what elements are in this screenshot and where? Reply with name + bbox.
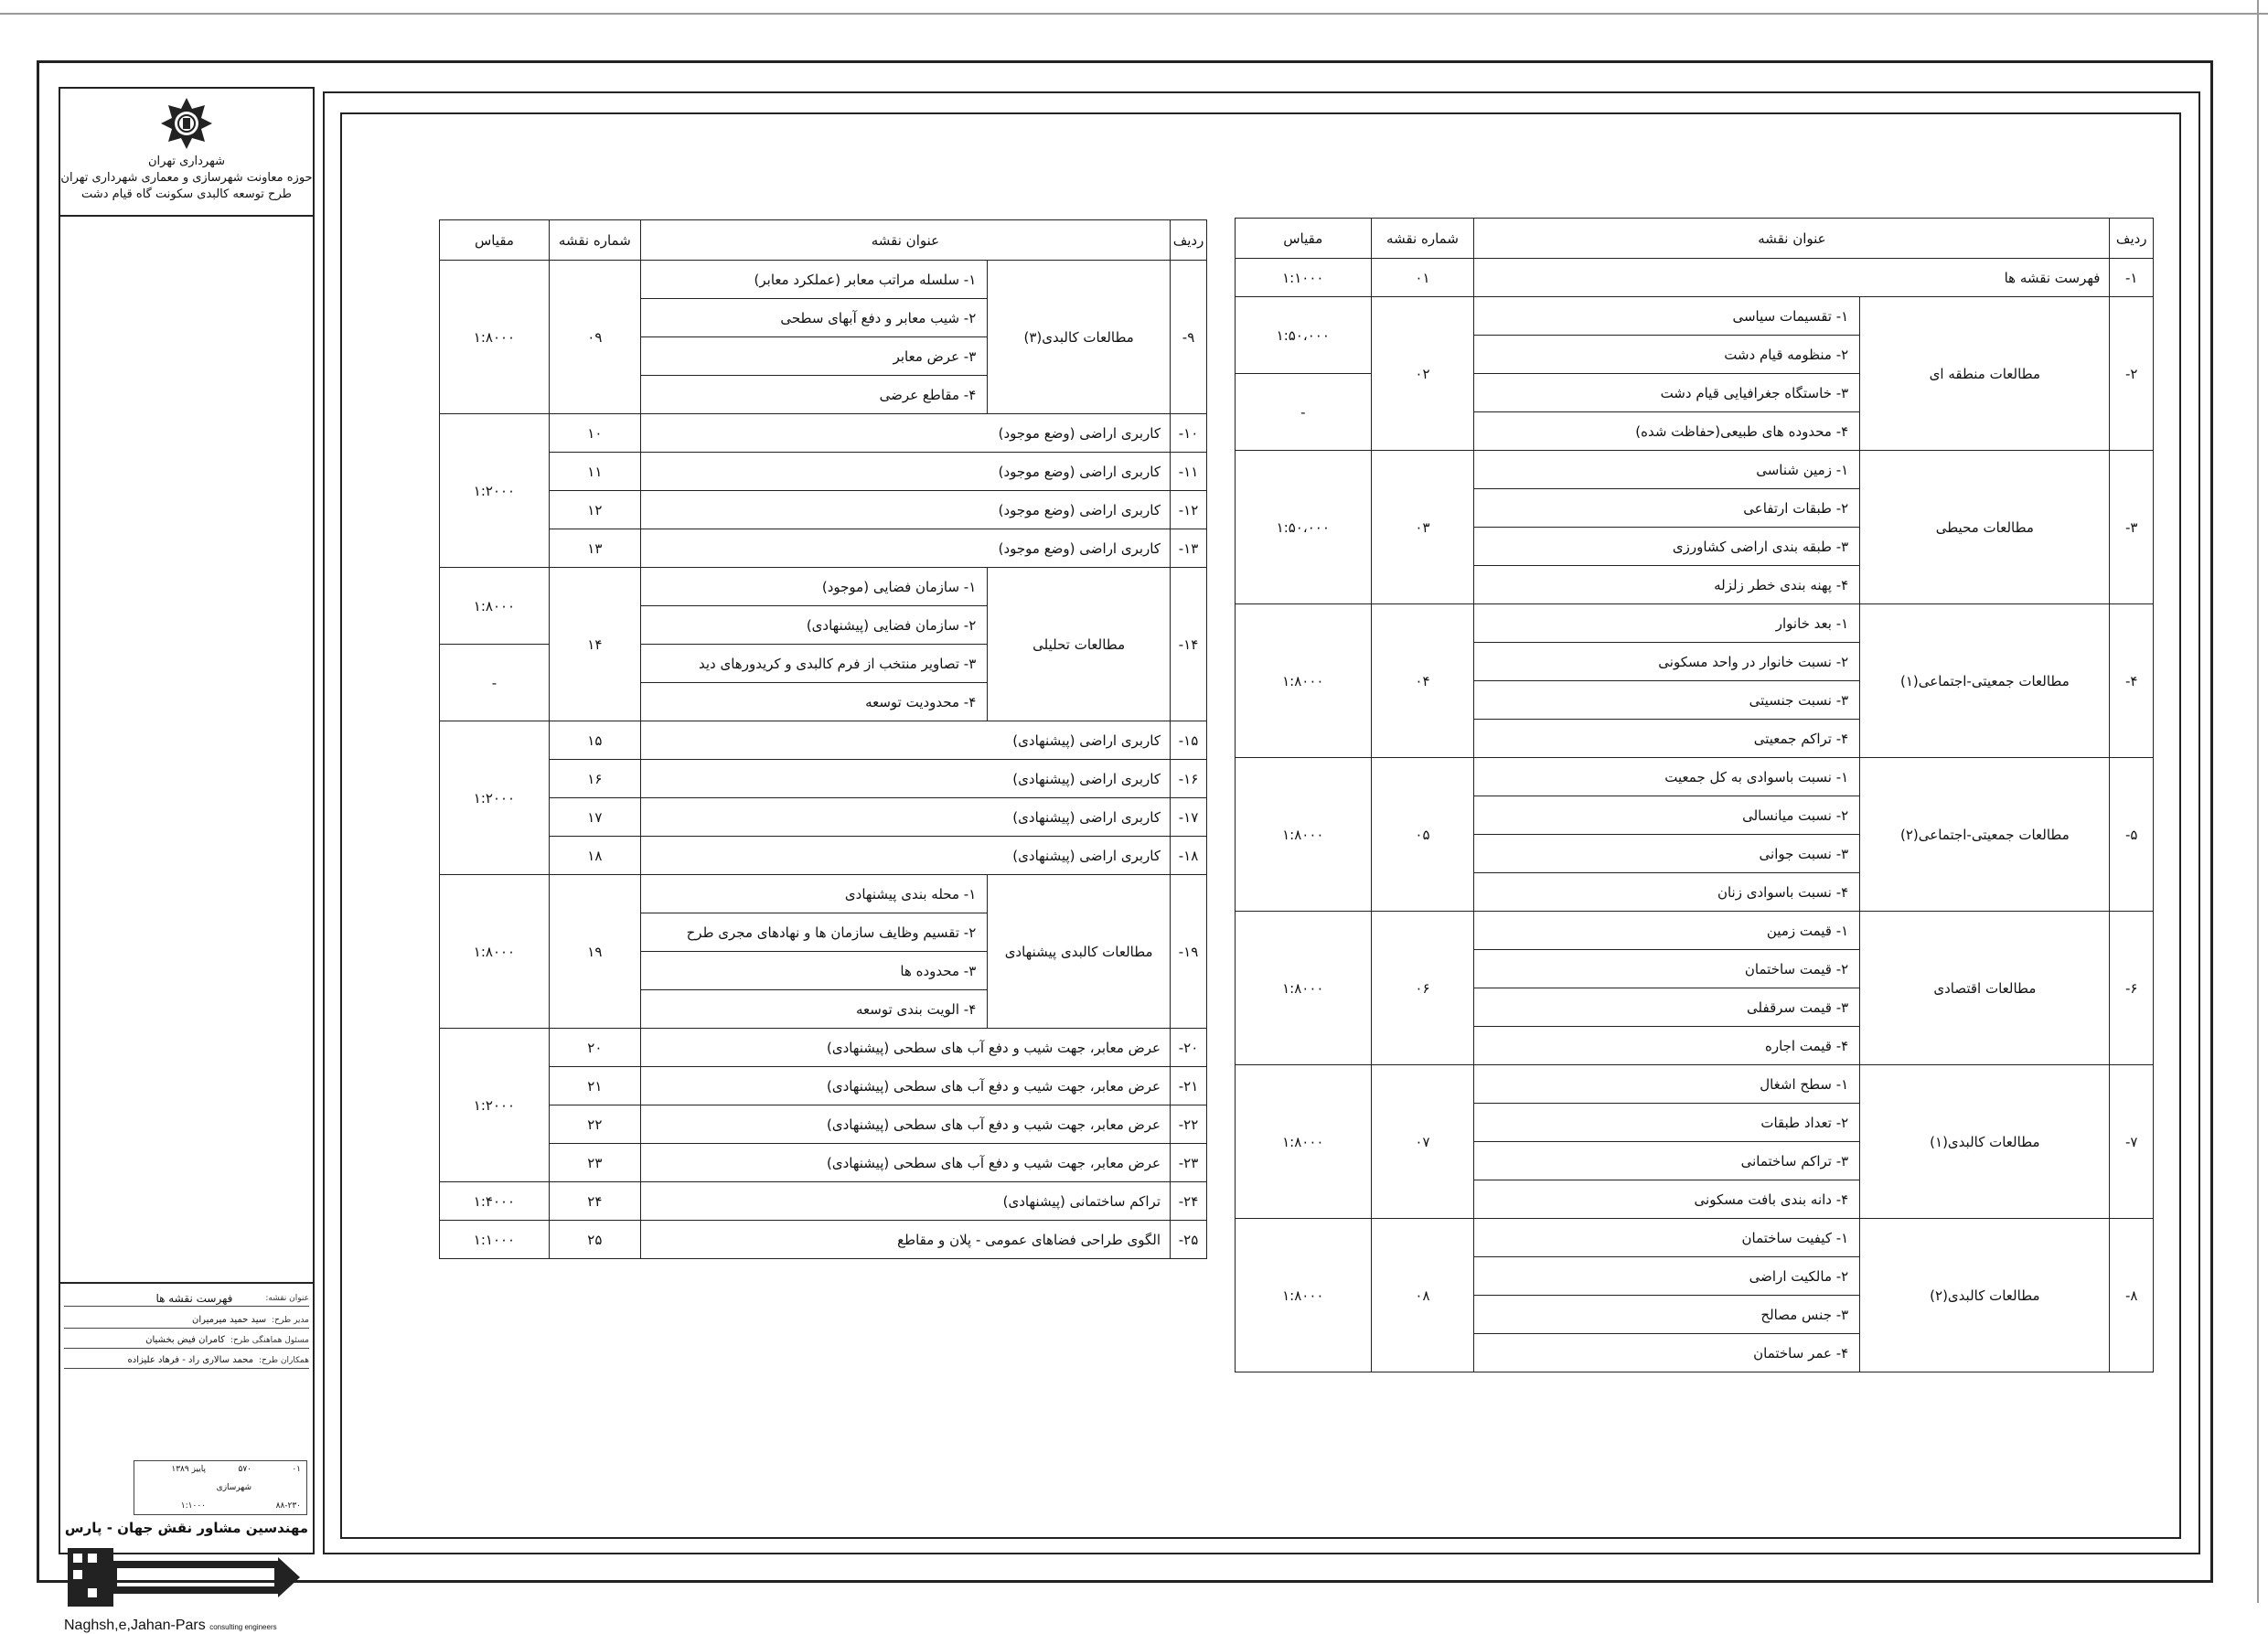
company-name-en-sub: consulting engineers [209, 1623, 277, 1631]
group-title: مطالعات محیطی [1860, 451, 2110, 604]
row-index: ۲۳- [1171, 1144, 1207, 1182]
header-scale: مقیاس [440, 220, 550, 261]
table-row [1236, 259, 2154, 297]
group-title: مطالعات جمعیتی-اجتماعی(۱) [1860, 604, 2110, 758]
sub-item: ۱- سازمان فضایی (موجود) [640, 568, 987, 606]
row-index: ۲- [2110, 297, 2154, 451]
map-number: ۰۶ [1371, 912, 1474, 1065]
map-title: کاربری اراضی (پیشنهادی) [640, 721, 1170, 760]
row-index: ۱۸- [1171, 837, 1207, 875]
company-name-en-main: Naghsh,e,Jahan-Pars [64, 1618, 206, 1633]
sub-item: ۱- کیفیت ساختمان [1474, 1219, 1860, 1257]
group-title: مطالعات تحلیلی [988, 568, 1171, 721]
row-index: ۵- [2110, 758, 2154, 912]
map-scale: ۱:۸۰۰۰ [440, 261, 550, 414]
map-title: کاربری اراضی (پیشنهادی) [640, 798, 1170, 837]
map-scale: ۱:۸۰۰۰ [1236, 758, 1372, 912]
sub-item: ۲- سازمان فضایی (پیشنهادی) [640, 606, 987, 645]
group-title: مطالعات کالبدی(۱) [1860, 1065, 2110, 1219]
sub-item: ۳- خاستگاه جغرافیایی قیام دشت [1474, 374, 1860, 412]
grid-scale: ۱:۱۰۰۰ [180, 1501, 206, 1511]
sub-item: ۴- قیمت اجاره [1474, 1027, 1860, 1065]
collaborators-label: همکاران طرح: [259, 1355, 309, 1365]
org-name: شهرداری تهران [148, 155, 225, 168]
table-row [440, 491, 1207, 529]
grid-sheet: ۰۱ [292, 1465, 301, 1474]
manager-label: مدیر طرح: [272, 1315, 309, 1325]
map-number: ۰۳ [1371, 451, 1474, 604]
title-block-grid [134, 1460, 307, 1515]
sub-item: ۴- نسبت باسوادی زنان [1474, 873, 1860, 912]
sub-item: ۲- تقسیم وظایف سازمان ها و نهادهای مجری طرح [640, 913, 987, 952]
table-row [440, 1182, 1207, 1221]
row-index: ۶- [2110, 912, 2154, 1065]
map-title: کاربری اراضی (وضع موجود) [640, 529, 1170, 568]
map-scale: ۱:۸۰۰۰ [440, 568, 550, 645]
sub-item: ۳- نسبت جوانی [1474, 835, 1860, 873]
map-number: ۱۵ [549, 721, 640, 760]
map-scale: ۱:۱۰۰۰ [1236, 259, 1372, 297]
sub-item: ۴- پهنه بندی خطر زلزله [1474, 566, 1860, 604]
row-index: ۳- [2110, 451, 2154, 604]
map-number: ۲۳ [549, 1144, 640, 1182]
map-scale: ۱:۸۰۰۰ [1236, 912, 1372, 1065]
sub-item: ۱- سلسله مراتب معابر (عملکرد معابر) [640, 261, 987, 299]
sub-item: ۴- عمر ساختمان [1474, 1334, 1860, 1372]
row-index: ۹- [1171, 261, 1207, 414]
coordinator-value: کامران فیض بخشیان [145, 1335, 225, 1345]
row-index: ۲۲- [1171, 1105, 1207, 1144]
map-number: ۰۱ [1371, 259, 1474, 297]
company-name: مهندسین مشاور نقش جهان - پارس [64, 1520, 309, 1536]
map-number: ۲۵ [549, 1221, 640, 1259]
manager-value: سید حمید میرمیران [192, 1315, 267, 1325]
table-row [440, 529, 1207, 568]
sub-item: ۴- الویت بندی توسعه [640, 990, 987, 1029]
grid-date: پاییز ۱۳۸۹ [171, 1465, 206, 1474]
map-number: ۲۲ [549, 1105, 640, 1144]
map-scale: ۱:۲۰۰۰ [440, 414, 550, 568]
table-row [440, 1144, 1207, 1182]
map-title: فهرست نقشه ها [1474, 259, 2110, 297]
row-index: ۲۱- [1171, 1067, 1207, 1105]
map-scale: ۱:۸۰۰۰ [1236, 1065, 1372, 1219]
table-row [440, 1029, 1207, 1067]
group-title: مطالعات منطقه ای [1860, 297, 2110, 451]
sub-item: ۲- شیب معابر و دفع آبهای سطحی [640, 299, 987, 337]
row-index: ۱۷- [1171, 798, 1207, 837]
map-scale: ۱:۲۰۰۰ [440, 721, 550, 875]
map-number: ۰۷ [1371, 1065, 1474, 1219]
header-row: ردیف [2110, 219, 2154, 259]
sub-item: ۲- قیمت ساختمان [1474, 950, 1860, 988]
map-number: ۱۲ [549, 491, 640, 529]
table-row [440, 760, 1207, 798]
row-index: ۱۱- [1171, 453, 1207, 491]
table-row [440, 721, 1207, 760]
sub-item: ۳- طبقه بندی اراضی کشاورزی [1474, 528, 1860, 566]
map-title: تراکم ساختمانی (پیشنهادی) [640, 1182, 1170, 1221]
map-title: الگوی طراحی فضاهای عمومی - پلان و مقاطع [640, 1221, 1170, 1259]
table-row [1236, 1065, 2154, 1104]
group-title: مطالعات کالبدی(۲) [1860, 1219, 2110, 1372]
row-index: ۱- [2110, 259, 2154, 297]
row-index: ۲۵- [1171, 1221, 1207, 1259]
header-number: شماره نقشه [1371, 219, 1474, 259]
page-edge-rule-right [2257, 0, 2259, 1603]
row-index: ۱۵- [1171, 721, 1207, 760]
map-scale: ۱:۵۰،۰۰۰ [1236, 451, 1372, 604]
sub-item: ۱- تقسیمات سیاسی [1474, 297, 1860, 336]
map-title: عرض معابر، جهت شیب و دفع آب های سطحی (پیشنهادی) [640, 1105, 1170, 1144]
header-title: عنوان نقشه [1474, 219, 2110, 259]
left-map-list-table [439, 219, 1207, 1259]
table-row [440, 875, 1207, 913]
map-number: ۰۵ [1371, 758, 1474, 912]
map-scale: ۱:۲۰۰۰ [440, 1029, 550, 1182]
row-index: ۱۹- [1171, 875, 1207, 1029]
map-scale: ۱:۸۰۰۰ [1236, 604, 1372, 758]
row-index: ۷- [2110, 1065, 2154, 1219]
map-scale: ۱:۱۰۰۰ [440, 1221, 550, 1259]
row-index: ۲۴- [1171, 1182, 1207, 1221]
table-row [1236, 912, 2154, 950]
sub-item: ۳- نسبت جنسیتی [1474, 681, 1860, 720]
table-row [1236, 451, 2154, 489]
title-block-header [60, 89, 313, 217]
row-index: ۱۴- [1171, 568, 1207, 721]
table-row [440, 1067, 1207, 1105]
header-row: ردیف [1171, 220, 1207, 261]
title-block-blank [60, 219, 313, 1284]
sub-item: ۳- جنس مصالح [1474, 1296, 1860, 1334]
map-title: عرض معابر، جهت شیب و دفع آب های سطحی (پیشنهادی) [640, 1067, 1170, 1105]
map-number: ۰۴ [1371, 604, 1474, 758]
table-row [440, 568, 1207, 606]
collaborators-row [64, 1352, 309, 1369]
map-number: ۲۰ [549, 1029, 640, 1067]
header-number: شماره نقشه [549, 220, 640, 261]
sub-item: ۳- تصاویر منتخب از فرم کالبدی و کریدورهای دید [640, 645, 987, 683]
table-row [440, 261, 1207, 299]
map-number: ۰۲ [1371, 297, 1474, 451]
tehran-municipality-logo [159, 96, 214, 151]
sub-item: ۴- محدودیت توسعه [640, 683, 987, 721]
map-number: ۱۰ [549, 414, 640, 453]
map-title: کاربری اراضی (وضع موجود) [640, 453, 1170, 491]
collaborators-value: محمد سالاری راد - فرهاد علیزاده [127, 1355, 254, 1365]
row-index: ۱۰- [1171, 414, 1207, 453]
sub-item: ۱- زمین شناسی [1474, 451, 1860, 489]
dept-name: حوزه معاونت شهرسازی و معماری شهرداری تهران [60, 171, 313, 185]
map-title: کاربری اراضی (وضع موجود) [640, 414, 1170, 453]
group-title: مطالعات جمعیتی-اجتماعی(۲) [1860, 758, 2110, 912]
page-edge-rule [0, 13, 2268, 15]
header-title: عنوان نقشه [640, 220, 1170, 261]
sub-item: ۱- سطح اشغال [1474, 1065, 1860, 1104]
row-index: ۱۶- [1171, 760, 1207, 798]
sub-item: ۲- نسبت خانوار در واحد مسکونی [1474, 643, 1860, 681]
table-row [1236, 758, 2154, 796]
manager-row [64, 1312, 309, 1329]
sub-item: ۲- مالکیت اراضی [1474, 1257, 1860, 1296]
sub-item: ۱- نسبت باسوادی به کل جمعیت [1474, 758, 1860, 796]
row-index: ۲۰- [1171, 1029, 1207, 1067]
map-title: عرض معابر، جهت شیب و دفع آب های سطحی (پیشنهادی) [640, 1144, 1170, 1182]
table-row [440, 798, 1207, 837]
map-scale: ۱:۸۰۰۰ [440, 875, 550, 1029]
sub-item: ۳- قیمت سرقفلی [1474, 988, 1860, 1027]
grid-file: ۸۸-۲۳۰ [275, 1501, 301, 1511]
map-number: ۲۱ [549, 1067, 640, 1105]
sub-item: ۲- تعداد طبقات [1474, 1104, 1860, 1142]
row-index: ۴- [2110, 604, 2154, 758]
map-number: ۰۹ [549, 261, 640, 414]
group-title: مطالعات اقتصادی [1860, 912, 2110, 1065]
sub-item: ۱- محله بندی پیشنهادی [640, 875, 987, 913]
sub-item: ۴- تراکم جمعیتی [1474, 720, 1860, 758]
map-scale: - [1236, 374, 1372, 451]
map-number: ۲۴ [549, 1182, 640, 1221]
map-scale: ۱:۸۰۰۰ [1236, 1219, 1372, 1372]
sub-item: ۴- محدوده های طبیعی(حفاظت شده) [1474, 412, 1860, 451]
table-row [1236, 297, 2154, 336]
map-title-label: عنوان نقشه: [265, 1293, 309, 1303]
sub-item: ۳- عرض معابر [640, 337, 987, 376]
row-index: ۸- [2110, 1219, 2154, 1372]
table-row [440, 1105, 1207, 1144]
map-title: کاربری اراضی (پیشنهادی) [640, 837, 1170, 875]
sub-item: ۴- دانه بندی بافت مسکونی [1474, 1180, 1860, 1219]
sub-item: ۲- منظومه قیام دشت [1474, 336, 1860, 374]
map-number: ۱۴ [549, 568, 640, 721]
map-scale: ۱:۵۰،۰۰۰ [1236, 297, 1372, 374]
coordinator-label: مسئول هماهنگی طرح: [230, 1335, 309, 1345]
sub-item: ۲- طبقات ارتفاعی [1474, 489, 1860, 528]
map-title-value: فهرست نقشه ها [155, 1291, 233, 1305]
map-number: ۰۸ [1371, 1219, 1474, 1372]
map-number: ۱۶ [549, 760, 640, 798]
sub-item: ۱- قیمت زمین [1474, 912, 1860, 950]
map-title: عرض معابر، جهت شیب و دفع آب های سطحی (پیشنهادی) [640, 1029, 1170, 1067]
group-title: مطالعات کالبدی(۳) [988, 261, 1171, 414]
sub-item: ۲- نسبت میانسالی [1474, 796, 1860, 835]
grid-code: ۵۷۰ [238, 1465, 251, 1474]
project-name: طرح توسعه کالبدی سکونت گاه قیام دشت [81, 187, 292, 201]
table-row [440, 837, 1207, 875]
map-number: ۱۹ [549, 875, 640, 1029]
header-scale: مقیاس [1236, 219, 1372, 259]
row-index: ۱۳- [1171, 529, 1207, 568]
title-block [59, 87, 315, 1633]
grid-discipline: شهرسازی [216, 1483, 251, 1492]
right-map-list-table [1235, 218, 2154, 1372]
map-title-row [64, 1290, 309, 1307]
map-number: ۱۳ [549, 529, 640, 568]
table-row [440, 453, 1207, 491]
company-logo [60, 1543, 313, 1611]
left-table-header [440, 220, 1207, 261]
map-number: ۱۸ [549, 837, 640, 875]
sub-item: ۱- بعد خانوار [1474, 604, 1860, 643]
group-title: مطالعات کالبدی پیشنهادی [988, 875, 1171, 1029]
map-title: کاربری اراضی (پیشنهادی) [640, 760, 1170, 798]
table-row [1236, 1219, 2154, 1257]
map-number: ۱۱ [549, 453, 640, 491]
map-title: کاربری اراضی (وضع موجود) [640, 491, 1170, 529]
sub-item: ۴- مقاطع عرضی [640, 376, 987, 414]
sub-item: ۳- تراکم ساختمانی [1474, 1142, 1860, 1180]
map-number: ۱۷ [549, 798, 640, 837]
coordinator-row [64, 1332, 309, 1349]
table-row [440, 414, 1207, 453]
table-row [1236, 604, 2154, 643]
map-scale: - [440, 645, 550, 721]
sub-item: ۳- محدوده ها [640, 952, 987, 990]
right-table-header [1236, 219, 2154, 259]
company-name-en [60, 1618, 313, 1634]
row-index: ۱۲- [1171, 491, 1207, 529]
table-row [440, 1221, 1207, 1259]
map-scale: ۱:۴۰۰۰ [440, 1182, 550, 1221]
